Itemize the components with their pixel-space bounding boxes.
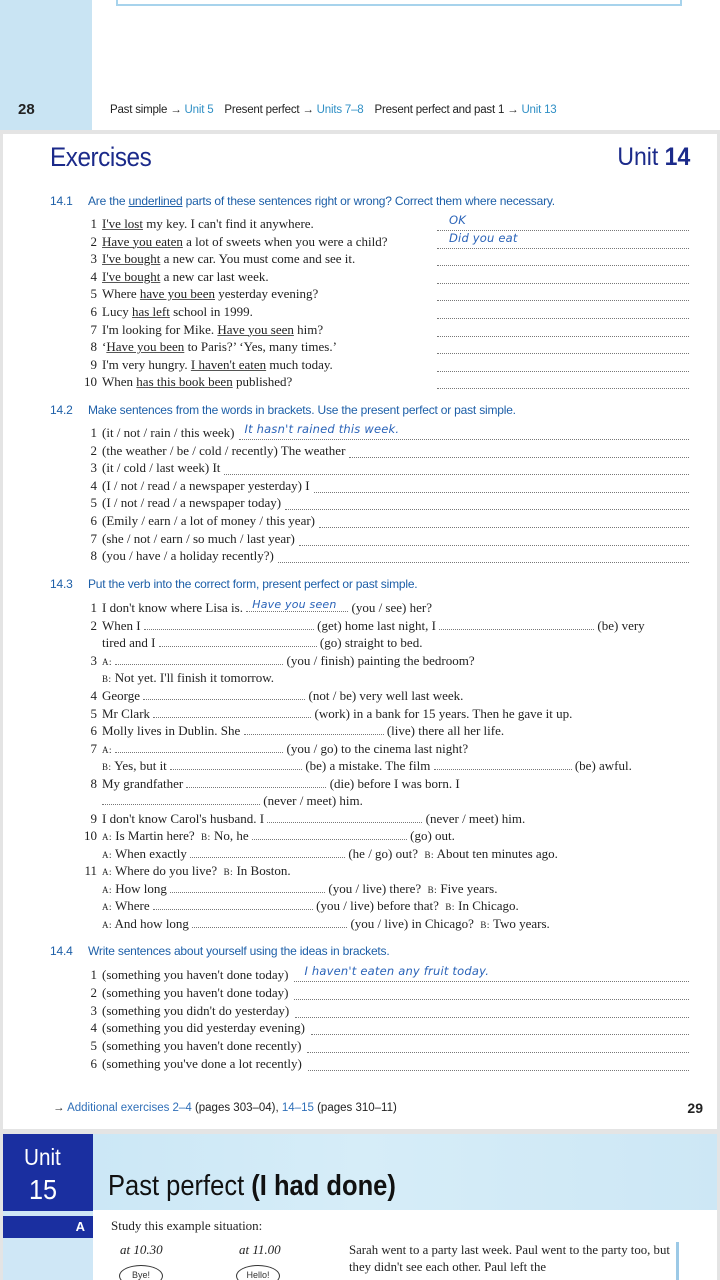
list-item — [83, 373, 292, 390]
speech-bubble: Bye! — [119, 1265, 163, 1280]
item-prompt: (she / not / earn / so much / last year) — [102, 530, 295, 546]
item-number: 4 — [90, 268, 97, 284]
speaker-a: A: — [102, 745, 112, 755]
item-number: 6 — [90, 1056, 97, 1071]
answer-field[interactable] — [437, 270, 689, 284]
answer-field[interactable] — [437, 358, 689, 372]
answer-field[interactable] — [295, 1004, 689, 1018]
item-underlined: I haven't eaten — [190, 356, 267, 372]
instruction-text: Make sentences from the words in brackets. Use the present perfect or past simple. — [88, 403, 516, 417]
speaker-b: B: — [223, 867, 234, 877]
additional-exercises-link[interactable]: 14–15 — [281, 1102, 314, 1114]
page-number: 29 — [687, 1100, 703, 1116]
item-text: About ten minutes ago. — [436, 846, 558, 861]
list-item — [83, 250, 355, 267]
item-number: 9 — [90, 356, 97, 372]
item-text: published? — [232, 374, 293, 390]
item-text: When — [102, 374, 137, 390]
item-text: (you / finish) painting the bedroom? — [286, 653, 475, 668]
item-underlined: has this book been — [136, 374, 233, 390]
answer-field[interactable] — [437, 323, 689, 337]
speaker-a: A: — [102, 832, 112, 842]
answer-field[interactable] — [437, 305, 689, 319]
item-number: 8 — [90, 776, 97, 791]
list-item — [83, 1037, 301, 1054]
speaker-b: B: — [424, 850, 435, 860]
instruction-text: parts of these sentences right or wrong? Correct them where necessary. — [185, 194, 555, 208]
item-text: Two years. — [492, 916, 550, 931]
item-text: school in 1999. — [169, 304, 253, 319]
instruction-underlined: underlined — [128, 194, 183, 208]
item-text: a new car last week. — [160, 268, 269, 284]
item-text: When exactly — [115, 846, 187, 861]
unit-word: Unit — [617, 143, 659, 171]
study-prompt: Study this example situation: — [111, 1218, 263, 1233]
item-number: 3 — [90, 460, 97, 476]
item-number: 3 — [90, 653, 97, 668]
item-number: 1 — [90, 967, 97, 982]
answer-field[interactable] — [190, 846, 345, 858]
speaker-a: A: — [102, 850, 112, 860]
item-text: ‘ — [102, 339, 107, 355]
item-number: 4 — [90, 1020, 97, 1036]
list-item — [83, 827, 455, 846]
list-item — [83, 1055, 302, 1072]
list-item — [83, 338, 337, 355]
answer-field[interactable] — [308, 1057, 689, 1071]
crossref-text: Past simple → — [110, 104, 182, 116]
item-number: 7 — [90, 530, 97, 546]
page-number: 28 — [18, 101, 35, 118]
list-item — [83, 530, 295, 547]
list-item-continuation — [102, 757, 632, 776]
item-prompt: (the weather / be / cold / recently) — [102, 442, 278, 458]
speaker-b: B: — [480, 920, 490, 930]
item-lead: I — [305, 477, 310, 493]
unit-number: 15 — [29, 1174, 58, 1205]
page-side-strip — [0, 0, 92, 130]
item-number: 5 — [90, 286, 97, 302]
unit-title-text: Past perfect — [108, 1170, 245, 1202]
list-item — [83, 775, 460, 792]
answer-field[interactable] — [267, 811, 422, 823]
instruction-text: Write sentences about yourself using the ideas in brackets. — [88, 944, 390, 958]
answer-field[interactable] — [170, 758, 302, 770]
item-text: Where do you live? — [115, 863, 218, 878]
item-text: him? — [293, 321, 324, 337]
list-item — [83, 599, 432, 616]
exercise-14-4-heading — [50, 944, 389, 958]
item-text: (you / see) her? — [351, 600, 432, 615]
additional-exercises-link[interactable]: Additional exercises 2–4 — [67, 1102, 192, 1114]
item-number: 1 — [90, 425, 97, 440]
item-number: 6 — [90, 723, 97, 738]
list-item — [83, 617, 645, 634]
item-text: (never / meet) him. — [263, 793, 363, 808]
item-text: My grandfather — [102, 776, 184, 791]
instruction-text: Are the — [88, 194, 126, 208]
item-number: 5 — [90, 706, 97, 721]
item-number: 1 — [90, 216, 97, 231]
item-text: a lot of sweets when you were a child? — [182, 233, 388, 249]
item-text: How long — [115, 881, 167, 896]
time-label: at 11.00 — [239, 1242, 281, 1257]
item-text: (be) very — [597, 618, 645, 633]
item-text: tired and I — [102, 635, 156, 650]
item-text: In Chicago. — [458, 898, 519, 913]
item-text: I'm very hungry. — [102, 356, 191, 372]
crossref-text: Present perfect and past 1 → — [374, 104, 519, 116]
item-number: 11 — [84, 863, 97, 878]
item-text: Not yet. I'll finish it tomorrow. — [114, 670, 275, 685]
answer-field[interactable] — [153, 898, 313, 910]
list-item-continuation — [102, 897, 519, 916]
item-text: (never / meet) him. — [425, 811, 526, 826]
crossref-link[interactable]: Unit 13 — [521, 104, 557, 116]
answer-field[interactable] — [186, 776, 326, 788]
example-box-edge — [676, 1242, 679, 1280]
item-prompt: (something you haven't done today) — [102, 967, 289, 982]
speaker-b: B: — [102, 762, 112, 772]
crossref-link[interactable]: Units 7–8 — [316, 104, 364, 116]
item-prompt: (it / cold / last week) — [102, 460, 210, 476]
item-number: 4 — [90, 688, 97, 703]
arrow-icon: → — [53, 1102, 65, 1114]
unit-number: 14 — [664, 143, 690, 171]
item-text: (be) a mistake. The film — [305, 758, 431, 773]
item-number: 4 — [90, 477, 97, 493]
item-text: (die) before I was born. I — [329, 776, 460, 791]
item-prompt: (you / have / a holiday recently?) — [102, 548, 274, 564]
item-number: 2 — [90, 442, 97, 458]
item-prompt: (something you've done a lot recently) — [102, 1056, 302, 1071]
crossref-line — [110, 104, 557, 116]
item-number: 2 — [90, 618, 97, 633]
unit-title-bold: (I had done) — [251, 1170, 396, 1202]
exercise-number: 14.4 — [50, 944, 73, 958]
item-text: (go) straight to bed. — [319, 635, 423, 650]
item-underlined: I've bought — [102, 251, 161, 267]
item-prompt: (I / not / read / a newspaper yesterday) — [102, 477, 302, 493]
list-item — [83, 303, 253, 320]
list-item-continuation — [102, 634, 422, 651]
speech-bubble: Hello! — [236, 1265, 280, 1280]
answer-field[interactable] — [437, 287, 689, 301]
item-text: much today. — [266, 356, 333, 372]
answer-field[interactable] — [294, 986, 689, 1000]
list-item-continuation — [102, 669, 274, 688]
item-prompt: (something you didn't do yesterday) — [102, 1002, 290, 1018]
page-29 — [3, 134, 717, 1129]
answer-field[interactable] — [299, 532, 689, 546]
item-text: (you / live) there? — [328, 881, 422, 896]
list-item — [83, 442, 345, 459]
speaker-a: A: — [102, 657, 112, 667]
unit-word: Unit — [24, 1144, 61, 1170]
item-text: (live) there all her life. — [386, 723, 505, 738]
answer-field[interactable] — [437, 375, 689, 389]
answer-field[interactable] — [244, 723, 384, 735]
unit-badge — [3, 1134, 93, 1211]
item-number: 2 — [90, 233, 97, 249]
item-text: I don't know Carol's husband. I — [102, 811, 265, 826]
item-number: 7 — [90, 741, 97, 756]
item-number: 6 — [90, 513, 97, 528]
list-item — [83, 1019, 305, 1036]
answer-field[interactable] — [159, 635, 317, 647]
list-item — [83, 1002, 289, 1019]
list-item — [83, 268, 269, 285]
item-text: Yes, but it — [114, 758, 167, 773]
crossref-link[interactable]: Unit 5 — [184, 104, 214, 116]
item-underlined: have you been — [139, 286, 215, 302]
content-box-edge — [116, 0, 682, 6]
time-label: at 10.30 — [120, 1242, 163, 1257]
list-item — [83, 966, 288, 983]
item-underlined: I've lost — [102, 216, 143, 231]
item-text: to Paris?’ ‘Yes, many times.’ — [184, 339, 337, 355]
page-title: Exercises — [50, 142, 152, 172]
list-item-continuation — [102, 915, 550, 934]
answer-field[interactable] — [224, 461, 689, 475]
item-underlined: Have you been — [106, 339, 185, 355]
item-text: No, he — [213, 828, 249, 843]
answer-field[interactable] — [115, 653, 283, 665]
list-item — [83, 285, 318, 302]
example-text: Sarah went to a party last week. Paul went to the party too, but they didn't see each other. Paul left the — [349, 1243, 670, 1274]
item-prompt: (something you haven't done today) — [102, 984, 289, 1000]
list-item — [83, 547, 274, 564]
answer-field[interactable] — [285, 496, 689, 510]
answer-field[interactable] — [437, 340, 689, 354]
answer-field[interactable] — [349, 444, 689, 458]
footer-text: (pages 310–11) — [317, 1102, 397, 1114]
list-item — [83, 810, 525, 827]
item-text: Five years. — [440, 881, 498, 896]
item-number: 3 — [90, 1002, 97, 1018]
list-item — [83, 984, 288, 1001]
item-text: George — [102, 688, 141, 703]
item-number: 5 — [90, 495, 97, 511]
item-text: (you / live) in Chicago? — [350, 916, 474, 931]
item-number: 9 — [90, 811, 97, 826]
answer-field[interactable] — [278, 549, 689, 563]
answer-field[interactable] — [170, 881, 325, 893]
item-text: (not / be) very well last week. — [308, 688, 464, 703]
speaker-b: B: — [201, 832, 211, 842]
answer-field[interactable] — [434, 758, 572, 770]
answer-field[interactable] — [144, 618, 314, 630]
item-number: 5 — [90, 1038, 97, 1054]
speaker-b: B: — [427, 885, 438, 895]
item-text: Is Martin here? — [115, 828, 195, 843]
item-prompt: (something you did yesterday evening) — [102, 1020, 305, 1036]
handwritten-answer: Did you eat — [449, 230, 518, 245]
answer-field[interactable] — [115, 741, 283, 753]
list-item — [83, 705, 572, 722]
item-text: (you / live) before that? — [316, 898, 439, 913]
list-item — [83, 356, 333, 373]
item-underlined: Have you eaten — [102, 233, 183, 249]
item-text: (be) awful. — [574, 758, 632, 773]
item-text: I'm looking for Mike. — [102, 321, 218, 337]
item-text: yesterday evening? — [214, 286, 319, 302]
list-item — [83, 722, 504, 739]
handwritten-answer: It hasn't rained this week. — [244, 422, 400, 436]
item-text: Lucy — [102, 304, 132, 319]
footer-text: (pages 303–04), — [194, 1102, 279, 1114]
item-lead: The weather — [280, 442, 346, 458]
item-underlined: has left — [131, 304, 170, 319]
item-number: 3 — [90, 251, 97, 267]
item-text: Molly lives in Dublin. She — [102, 723, 241, 738]
item-text: When I — [102, 618, 141, 633]
exercise-14-1-heading — [50, 194, 555, 208]
handwritten-answer: OK — [449, 213, 466, 227]
item-prompt: (Emily / earn / a lot of money / this year) — [102, 513, 315, 528]
item-prompt: (something you haven't done recently) — [102, 1038, 302, 1054]
speaker-a: A: — [102, 902, 112, 912]
item-underlined: Have you seen — [217, 321, 294, 337]
unit-label — [617, 143, 690, 172]
answer-field[interactable] — [307, 1039, 689, 1053]
instruction-text: Put the verb into the correct form, present perfect or past simple. — [88, 577, 418, 591]
page-28-fragment — [0, 0, 720, 130]
list-item — [83, 862, 291, 881]
list-item-continuation — [102, 792, 363, 809]
answer-field[interactable] — [319, 514, 689, 528]
speaker-a: A: — [102, 920, 112, 930]
item-text: Where — [102, 286, 140, 302]
list-item — [83, 321, 323, 338]
item-text: my key. I can't find it anywhere. — [142, 216, 314, 231]
item-text: (go) out. — [410, 828, 455, 843]
item-text: And how long — [114, 916, 189, 931]
list-item — [83, 459, 220, 476]
item-text: Where — [115, 898, 150, 913]
additional-exercises-ref — [53, 1102, 397, 1114]
exercise-number: 14.2 — [50, 403, 73, 417]
answer-field[interactable] — [192, 916, 347, 928]
exercise-14-2-heading — [50, 403, 516, 417]
exercise-14-3-heading — [50, 577, 417, 591]
unit-15-fragment — [3, 1134, 717, 1280]
answer-field[interactable] — [143, 688, 305, 700]
item-number: 8 — [90, 339, 97, 355]
speaker-a: A: — [102, 885, 112, 895]
answer-field[interactable] — [102, 793, 260, 805]
list-item — [83, 477, 310, 494]
item-text: (get) home last night, I — [317, 618, 436, 633]
item-text: (you / go) to the cinema last night? — [286, 741, 469, 756]
item-prompt: (it / not / rain / this week) — [102, 425, 235, 440]
item-text: (he / go) out? — [348, 846, 419, 861]
exercise-number: 14.1 — [50, 194, 73, 208]
list-item — [83, 494, 281, 511]
unit-title — [108, 1170, 396, 1203]
item-prompt: (I / not / read / a newspaper today) — [102, 495, 282, 511]
answer-field[interactable] — [153, 706, 311, 718]
item-number: 1 — [90, 600, 97, 615]
item-text: Mr Clark — [102, 706, 151, 721]
answer-field[interactable] — [437, 217, 689, 231]
crossref-text: Present perfect → — [224, 104, 314, 116]
list-item — [83, 424, 235, 441]
item-text: (work) in a bank for 15 years. Then he gave it up. — [314, 706, 573, 721]
answer-field[interactable] — [437, 252, 689, 266]
answer-field[interactable] — [311, 1021, 689, 1035]
list-item — [83, 687, 463, 704]
answer-field[interactable] — [246, 600, 348, 612]
speaker-b: B: — [445, 902, 455, 912]
item-underlined: I've bought — [102, 268, 161, 284]
item-text: In Boston. — [236, 863, 291, 878]
answer-field[interactable] — [439, 618, 594, 630]
exercise-number: 14.3 — [50, 577, 73, 591]
item-number: 2 — [90, 984, 97, 1000]
item-text: a new car. You must come and see it. — [160, 251, 356, 267]
item-number: 10 — [84, 374, 97, 390]
speaker-b: B: — [102, 674, 112, 684]
list-item — [83, 233, 388, 250]
item-number: 10 — [84, 828, 97, 843]
speaker-a: A: — [102, 867, 112, 877]
handwritten-answer: Have you seen — [252, 598, 337, 611]
answer-field[interactable] — [314, 479, 689, 493]
handwritten-answer: I haven't eaten any fruit today. — [304, 964, 490, 978]
list-item — [83, 215, 314, 232]
item-number: 7 — [90, 321, 97, 337]
item-text: I don't know where Lisa is. — [102, 600, 243, 615]
item-number: 6 — [90, 304, 97, 319]
list-item — [83, 512, 315, 529]
section-label: A — [3, 1216, 93, 1238]
item-number: 8 — [90, 548, 97, 564]
answer-field[interactable] — [252, 828, 407, 840]
item-lead: It — [212, 460, 221, 476]
